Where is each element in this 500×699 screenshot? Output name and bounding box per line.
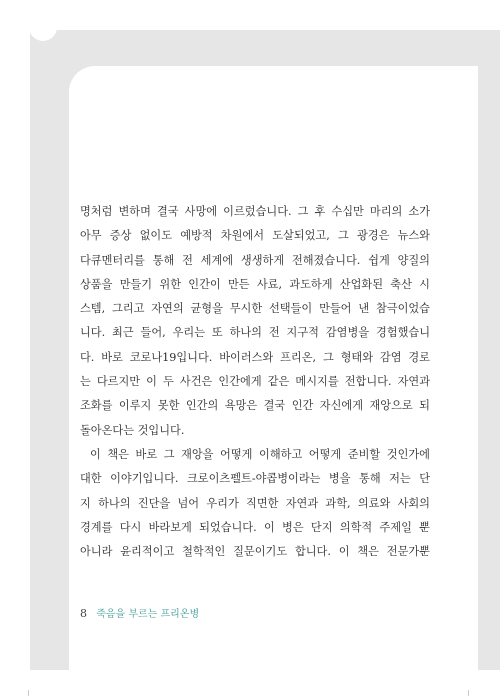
text-line: 대한 이야기입니다. 크로이츠펠트-야콥병이라는 병을 통해 저는 단	[80, 472, 430, 486]
page-footer	[80, 605, 199, 620]
text-line: 조화를 이루지 못한 인간의 욕망은 결국 인간 자신에게 재앙으로 되	[80, 399, 430, 413]
text-line: 명처럼 변하며 결국 사망에 이르렀습니다. 그 후 수십만 마리의 소가	[80, 205, 430, 218]
corner-ring	[32, 16, 54, 38]
corner-tab	[0, 0, 58, 34]
text-line: 스템, 그리고 자연의 균형을 무시한 선택들이 만들어 낸 참극이었습	[80, 302, 430, 316]
text-line: 상품을 만들기 위한 인간이 만든 사료, 과도하게 산업화된 축산 시	[80, 277, 430, 291]
text-line: 이 책은 바로 그 재앙을 어떻게 이해하고 어떻게 준비할 것인가에	[90, 447, 430, 461]
crop-mark	[468, 690, 469, 696]
text-line: 경계를 다시 바라보게 되었습니다. 이 병은 단지 의학적 주제일 뿐	[80, 520, 430, 534]
page-number: 8	[80, 607, 87, 620]
crop-mark	[28, 690, 29, 696]
text-line: 니다. 최근 들어, 우리는 또 하나의 전 지구적 감염병을 경험했습니	[80, 326, 430, 340]
text-line: 는 다르지만 이 두 사건은 인간에게 같은 메시지를 전합니다. 자연과	[80, 375, 430, 389]
running-title: 죽음을 부르는 프리온병	[96, 609, 200, 620]
text-line: 다큐멘터리를 통해 전 세계에 생생하게 전해졌습니다. 쉽게 양질의	[80, 253, 430, 267]
text-line: 돌아온다는 것입니다.	[80, 423, 185, 437]
text-line: 아무 증상 없이도 예방적 차원에서 도살되었고, 그 광경은 뉴스와	[80, 229, 430, 243]
text-line: 아니라 윤리적이고 철학적인 질문이기도 합니다. 이 책은 전문가뿐	[80, 545, 430, 559]
text-line: 지 하나의 진단을 넘어 우리가 직면한 자연과 과학, 의료와 사회의	[80, 496, 430, 510]
text-line: 다. 바로 코로나19입니다. 바이러스와 프리온, 그 형태와 감염 경로	[80, 350, 430, 364]
body-text	[80, 200, 430, 564]
